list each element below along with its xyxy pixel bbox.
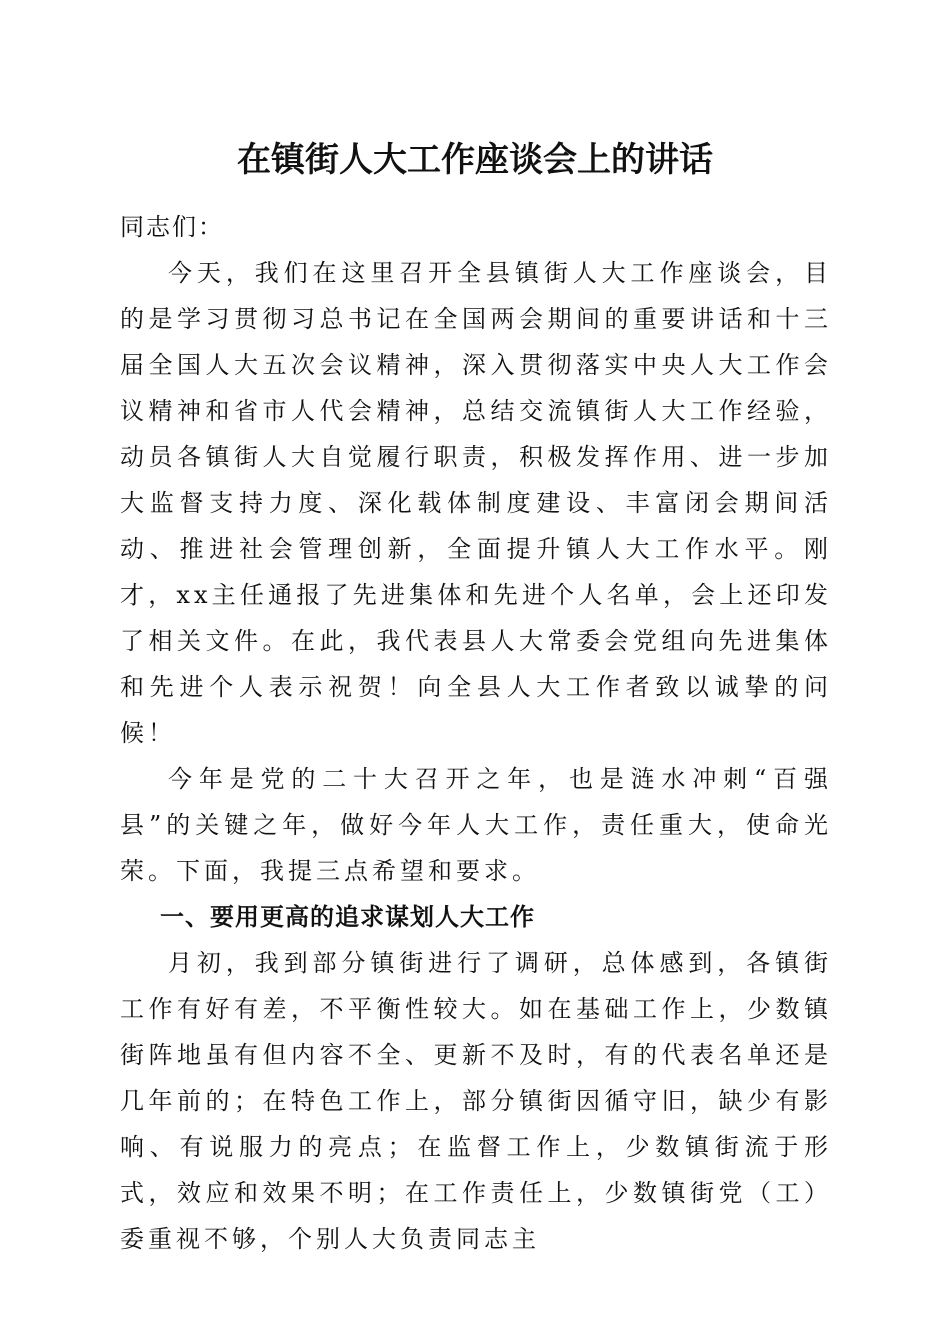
paragraph-section-one: 月初，我到部分镇街进行了调研，总体感到，各镇街工作有好有差，不平衡性较大。如在基础工作上，少数镇街阵地虽有但内容不全、更新不及时，有的代表名单还是几年前的；在特色工作上，部分镇街因循守旧，缺少有影响、有说服力的亮点；在监督工作上，少数镇街流于形式，效应和效果不明；在工作责任上，少数镇街党（工）委重视不够，个别人大负责同志主 xyxy=(120,949,832,1253)
section-heading-one: 一、要用更高的追求谋划人大工作 xyxy=(160,903,535,931)
document-body xyxy=(120,204,832,1262)
document-title: 在镇街人大工作座谈会上的讲话 xyxy=(237,140,713,180)
salutation: 同志们： xyxy=(120,213,224,241)
paragraph-opening: 今天，我们在这里召开全县镇街人大工作座谈会，目的是学习贯彻习总书记在全国两会期间的重要讲话和十三届全国人大五次会议精神，深入贯彻落实中央人大工作会议精神和省市人代会精神，总结交流镇街人大工作经验，动员各镇街人大自觉履行职责，积极发挥作用、进一步加大监督支持力度、深化载体制度建设、丰富闭会期间活动、推进社会管理创新，全面提升镇人大工作水平。刚才，xx主任通报了先进集体和先进个人名单，会上还印发了相关文件。在此，我代表县人大常委会党组向先进集体和先进个人表示祝贺！向全县人大工作者致以诚挚的问候！ xyxy=(120,259,832,747)
paragraph-context: 今年是党的二十大召开之年，也是涟水冲刺“百强县”的关键之年，做好今年人大工作，责任重大，使命光荣。下面，我提三点希望和要求。 xyxy=(120,765,832,885)
